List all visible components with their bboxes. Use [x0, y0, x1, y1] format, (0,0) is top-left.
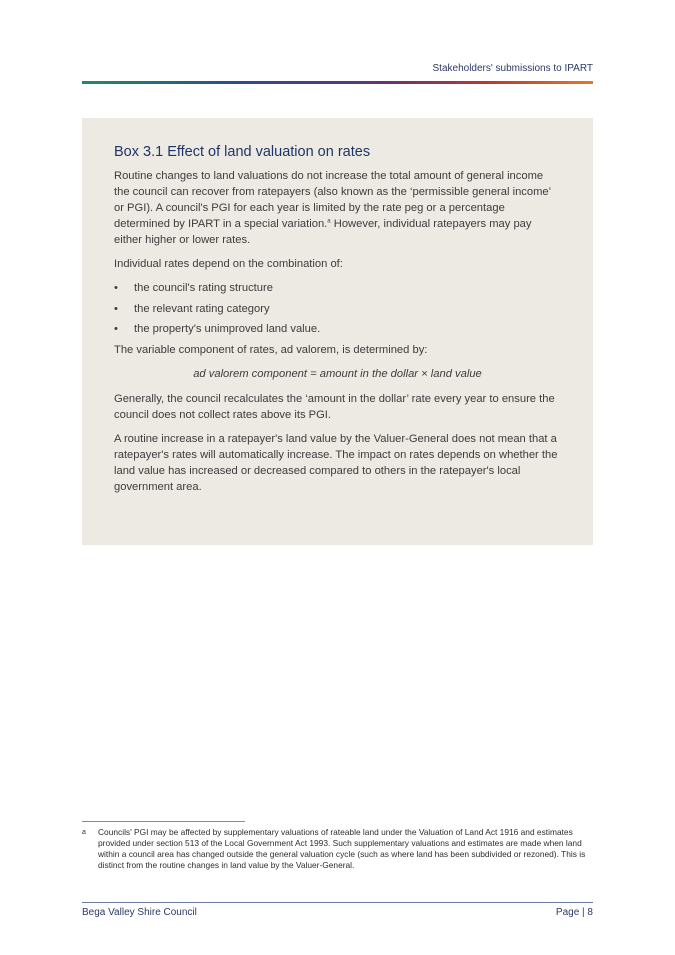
- para1-text: Routine changes to land valuations do not increase the total amount of general income the council can recover from ratepayers (also known as the ‘permissible general income’ or PGI). A council's PGI for each year is limited by the rate peg or a percentage determined by IPART in a special variation.: [114, 170, 551, 230]
- footnote-rule: [82, 821, 245, 822]
- footer-rule: [82, 902, 593, 903]
- footnote: [82, 827, 594, 871]
- bullet-list: [114, 280, 561, 337]
- para1-tail: However, individual ratepayers may pay either higher or lower rates.: [114, 218, 532, 246]
- footnote-mark: a: [82, 829, 86, 836]
- header-rule: [82, 81, 593, 84]
- info-box: [82, 118, 593, 545]
- box-paragraph-2: Individual rates depend on the combination of:: [114, 258, 343, 270]
- bullet-icon: •: [114, 323, 118, 335]
- list-item-text: the council's rating structure: [134, 282, 273, 294]
- footer-organisation: Bega Valley Shire Council: [82, 907, 197, 918]
- list-item: [114, 321, 561, 337]
- list-item-text: the relevant rating category: [134, 302, 270, 315]
- box-paragraph-5: A routine increase in a ratepayer's land value by the Valuer-General does not mean that a ratepayer's rates will automatically increase. The impact on rates depends on whether the land value has increased or decreased compared to others in the ratepayer's local government area.: [114, 432, 558, 493]
- footnote-text: Councils' PGI may be affected by supplementary valuations of rateable land under the Valuation of Land Act 1916 and estimates provided under section 513 of the Local Government Act 1993. Such supplementary valuations and estimates are made when land within a council area has changed outside the general valuation cycle (such as where land has been subdivided or rezoned). This is distinct from the routine changes in land value by the Valuer-General.: [98, 827, 586, 870]
- list-item: [114, 301, 561, 317]
- list-item: [114, 280, 561, 296]
- footnote-reference: a: [327, 218, 331, 225]
- formula: ad valorem component = amount in the dollar × land value: [193, 367, 482, 380]
- bullet-icon: •: [114, 282, 118, 294]
- bullet-icon: •: [114, 302, 118, 315]
- page-number: Page | 8: [555, 907, 593, 918]
- box-paragraph-3: The variable component of rates, ad valorem, is determined by:: [114, 343, 428, 356]
- list-item-text: the property's unimproved land value.: [134, 323, 321, 335]
- box-paragraph-1: [114, 168, 561, 248]
- box-paragraph-4: Generally, the council recalculates the ‘amount in the dollar’ rate every year to ensure the council does not collect rates above its PGI.: [114, 392, 555, 421]
- box-title: Box 3.1 Effect of land valuation on rates: [114, 144, 371, 160]
- page-header: Stakeholders' submissions to IPART: [432, 63, 593, 74]
